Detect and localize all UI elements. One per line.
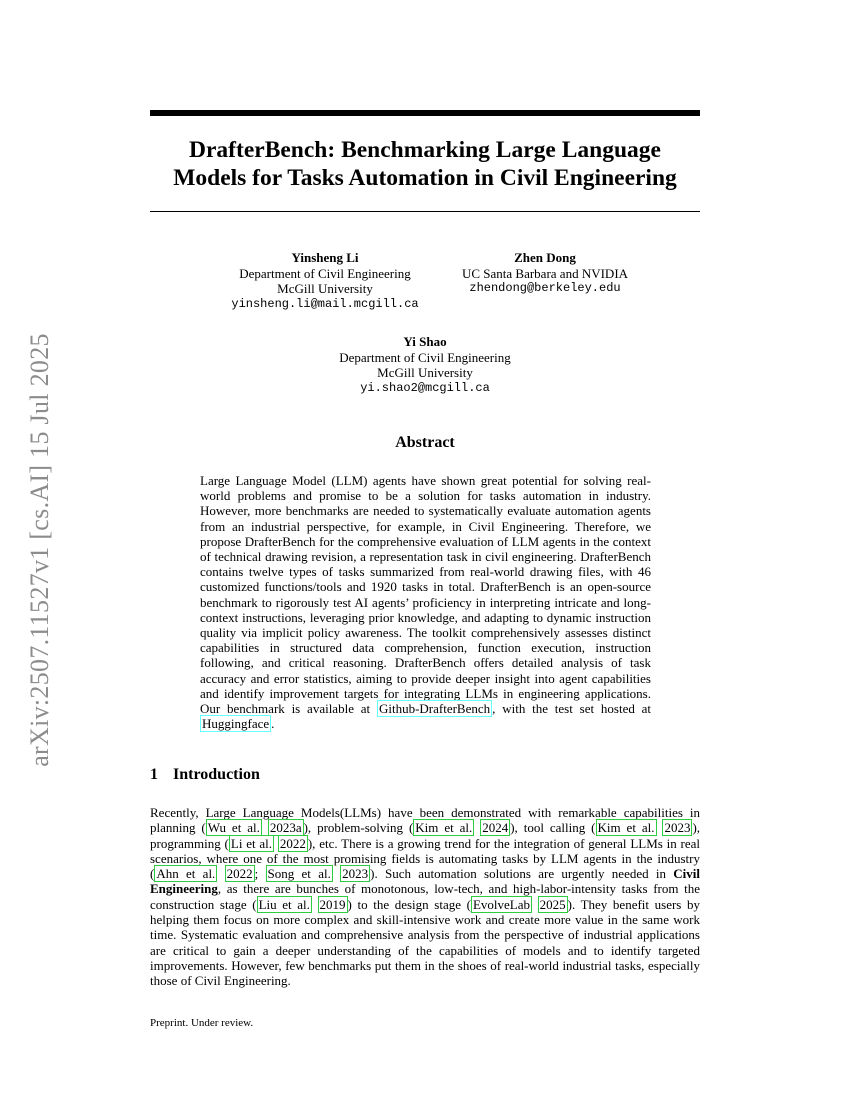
section-number: 1 — [150, 766, 158, 783]
citation-year-link[interactable]: 2024 — [482, 820, 509, 836]
author-affiliation: McGill University — [277, 281, 373, 296]
citation-year-link[interactable]: 2022 — [226, 866, 253, 882]
citation-year-link[interactable]: 2023a — [269, 820, 302, 836]
abstract-heading: Abstract — [395, 434, 455, 451]
citation-year-link[interactable]: 2022 — [279, 835, 306, 851]
title-bottom-rule — [150, 211, 700, 212]
footer-note: Preprint. Under review. — [150, 1017, 254, 1029]
author-block — [300, 334, 550, 396]
intro-text: Recently, Large Language Models(LLMs) have been demonstrated with remarkable capabilities in planning ( — [150, 805, 700, 836]
section-heading — [150, 766, 260, 784]
abstract-text — [200, 473, 651, 731]
abstract-text-part: . — [271, 716, 275, 732]
citation-link[interactable]: EvolveLab — [472, 896, 530, 912]
intro-text: ), programming ( — [150, 820, 701, 851]
author-email[interactable]: yi.shao2@mcgill.ca — [360, 380, 490, 395]
huggingface-link[interactable]: Huggingface — [202, 716, 270, 732]
introduction-paragraph — [150, 805, 700, 989]
title-top-rule — [150, 110, 700, 116]
citation-link[interactable]: Wu et al. — [207, 820, 260, 836]
intro-text: ) to the design stage ( — [347, 896, 471, 912]
author-name: Yinsheng Li — [291, 250, 359, 265]
section-title: Introduction — [173, 766, 260, 783]
paper-title: DrafterBench: Benchmarking Large Language Models for Tasks Automation in Civil Engineering — [173, 137, 677, 191]
citation-year-link[interactable]: 2023 — [664, 820, 691, 836]
citation-link[interactable]: Kim et al. — [415, 820, 473, 836]
author-name: Zhen Dong — [514, 250, 576, 265]
citation-link[interactable]: Kim et al. — [597, 820, 655, 836]
author-name: Yi Shao — [403, 334, 447, 349]
author-email[interactable]: zhendong@berkeley.edu — [469, 281, 621, 295]
intro-text: ; — [254, 866, 266, 882]
citation-link[interactable]: Ahn et al. — [156, 866, 216, 882]
intro-text: ), etc. There is a growing trend for the integration of general LLMs in real scenarios, where one of the most promising fields is automating tasks by LLM agents in the industry ( — [150, 835, 700, 882]
citation-year-link[interactable]: 2025 — [539, 896, 566, 912]
arxiv-identifier: arXiv:2507.11527v1 [cs.AI] 15 Jul 2025 — [25, 333, 54, 767]
author-affiliation: McGill University — [377, 365, 473, 380]
intro-text: ), tool calling ( — [510, 820, 596, 836]
author-affiliation: UC Santa Barbara and NVIDIA — [461, 265, 629, 281]
citation-link[interactable]: Li et al. — [230, 835, 273, 851]
author-block — [445, 250, 645, 297]
author-block — [200, 250, 450, 312]
intro-text: ). Such automation solutions are urgently needed in — [370, 866, 674, 882]
citation-year-link[interactable]: 2019 — [319, 896, 346, 912]
intro-text: ), problem-solving ( — [303, 820, 414, 836]
citation-link[interactable]: Song et al. — [267, 866, 331, 882]
intro-bold-term: Civil Engineering — [150, 866, 701, 897]
author-affiliation: Department of Civil Engineering — [339, 349, 511, 365]
intro-text: ). They benefit users by helping them focus on more complex and skill-intensive work and create more value in the same work time. Systematic evaluation and comprehensive analysis from the perspective of industrial applications are critical to gain a deeper understanding of the capabilities of models and to identify targeted improvements. However, few benchmarks put them in the shoes of real-world industrial tasks, especially those of Civil Engineering. — [150, 896, 700, 989]
citation-year-link[interactable]: 2023 — [342, 866, 369, 882]
abstract-text-part: Large Language Model (LLM) agents have shown great potential for solving real-world problems and promise to be a solution for tasks automation in industry. However, more benchmarks are needed to systematically evaluate automation agents from an industrial perspective, for example, in Civil Engineering. Therefore, we propose DrafterBench for the comprehensive evaluation of LLM agents in the context of technical drawing revision, a representation task in civil engineering. DrafterBench contains twelve types of tasks summarized from real-world drawing files, with 46 customized functions/tools and 1920 tasks in total. DrafterBench is an open-source benchmark to rigorously test AI agents’ proficiency in interpreting intricate and long-context instructions, leveraging prior knowledge, and adapting to dynamic instruction quality via implicit policy awareness. The toolkit comprehensively assesses distinct capabilities in structured data comprehension, function execution, instruction following, and critical reasoning. DrafterBench offers detailed analysis of task accuracy and error statistics, aiming to provide deeper insight into agent capabilities and identify improvement targets for integrating LLMs in engineering applications. Our benchmark is available at — [200, 473, 651, 717]
abstract-text-part: , with the test set hosted at — [492, 701, 652, 717]
citation-link[interactable]: Liu et al. — [258, 896, 310, 912]
github-link[interactable]: Github-DrafterBench — [378, 701, 491, 717]
author-affiliation: Department of Civil Engineering — [239, 265, 411, 281]
intro-text: , as there are bunches of monotonous, low-tech, and high-labor-intensity tasks from the construction stage ( — [150, 881, 700, 912]
author-email[interactable]: yinsheng.li@mail.mcgill.ca — [231, 296, 419, 311]
